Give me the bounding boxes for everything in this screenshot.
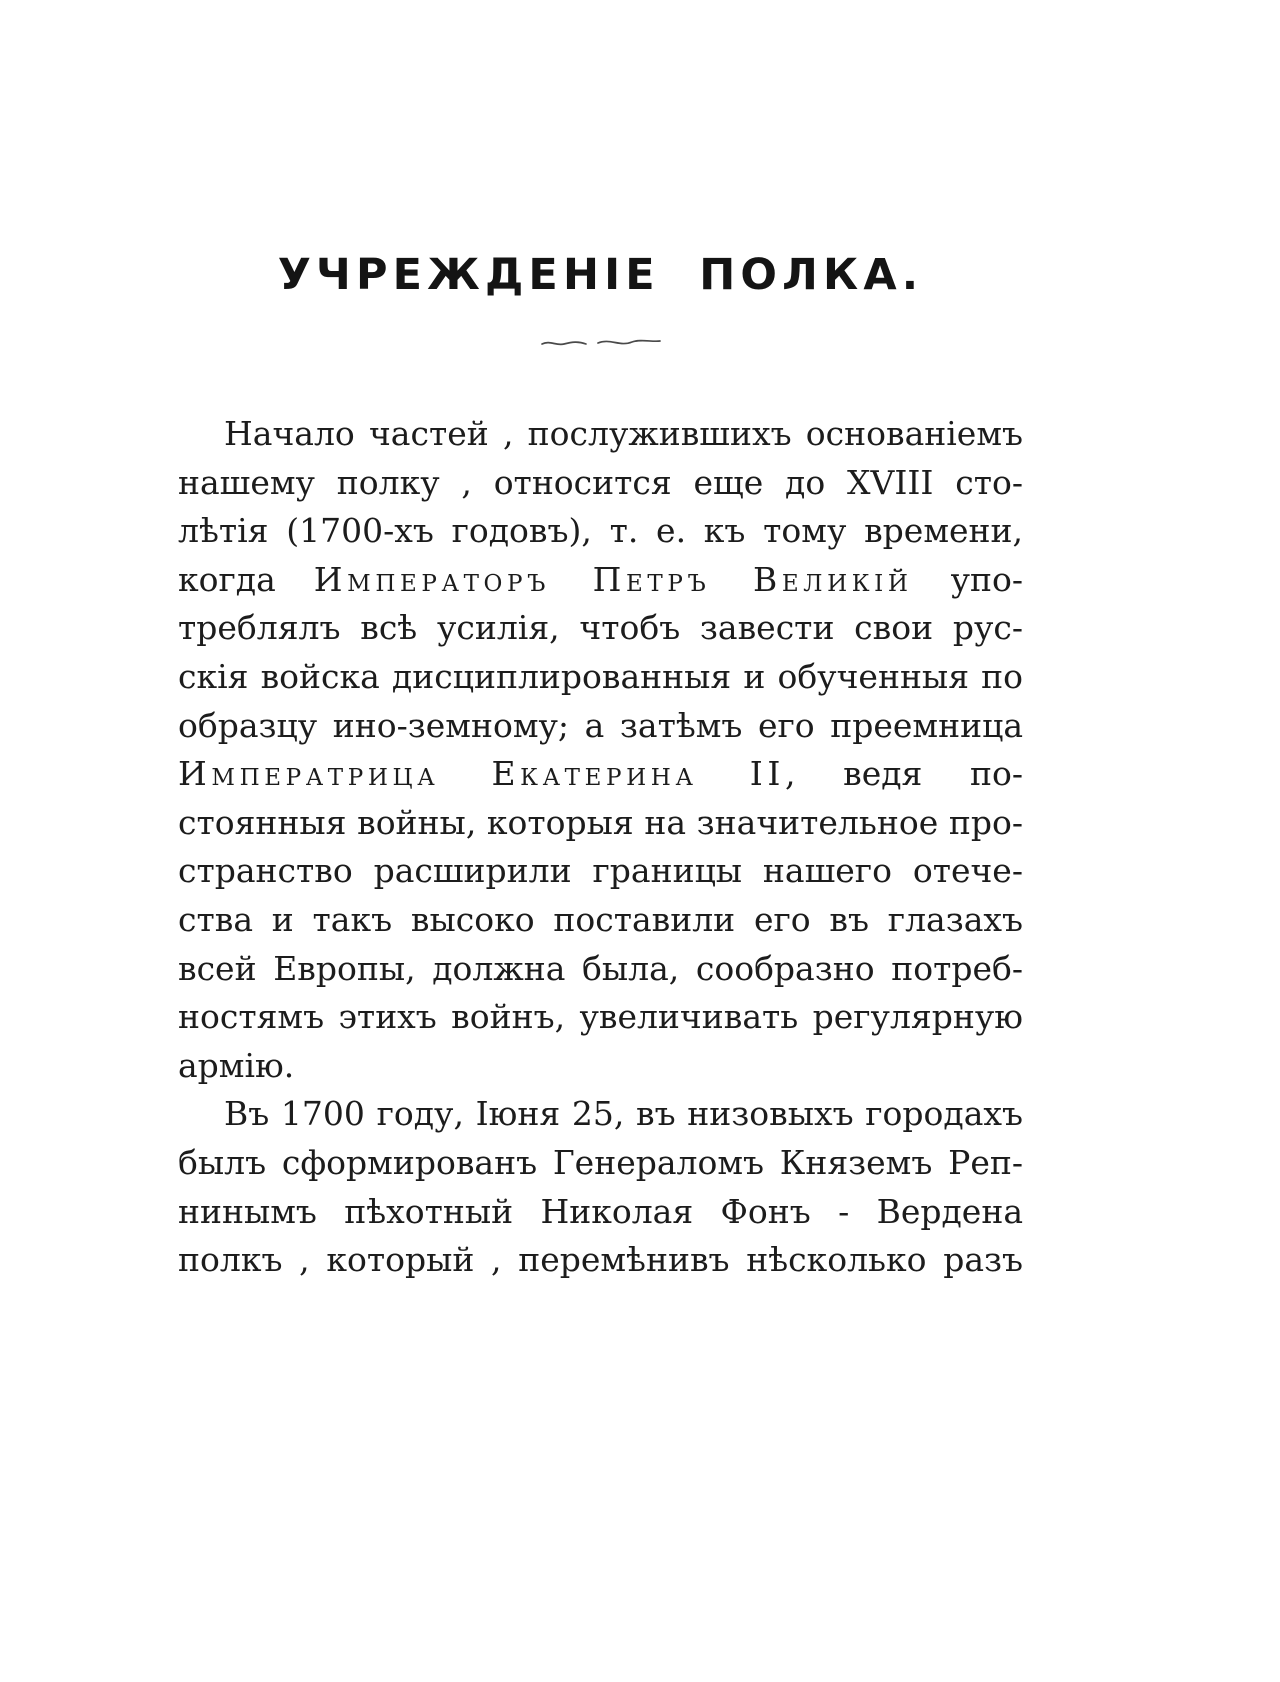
text-segment: всей Европы, должна была, сообразно потреб- xyxy=(178,948,1023,988)
text-segment: упо- xyxy=(912,559,1024,599)
text-segment: образцу ино-земному; а затѣмъ его преемница xyxy=(178,705,1023,745)
text-line xyxy=(178,507,1023,556)
text-line xyxy=(178,556,1023,605)
text-segment: стоянныя войны, которыя на значительное про- xyxy=(178,802,1023,842)
text-segment: полкъ , который , перемѣнивъ нѣсколько разъ xyxy=(178,1240,1023,1280)
text-segment: лѣтія (1700-хъ годовъ), т. е. къ тому времени, xyxy=(178,511,1023,551)
text-segment: ностямъ этихъ войнъ, увеличивать регулярную xyxy=(178,997,1023,1037)
text-line xyxy=(178,1090,1023,1139)
text-segment: Въ 1700 году, Іюня 25, въ низовыхъ городахъ xyxy=(224,1094,1023,1134)
text-segment: странство расширили границы нашего отече- xyxy=(178,851,1023,891)
text-segment: ства и такъ высоко поставили его въ глазахъ xyxy=(178,899,1023,939)
text-segment: , ведя по- xyxy=(785,754,1023,794)
text-segment: армію. xyxy=(178,1045,295,1085)
text-line xyxy=(178,653,1023,702)
page-content xyxy=(178,0,1023,1285)
text-segment: нинымъ пѣхотный Николая Фонъ - Вердена xyxy=(178,1191,1023,1231)
text-line xyxy=(178,702,1023,751)
text-line xyxy=(178,750,1023,799)
text-segment: Начало частей , послужившихъ основаніемъ xyxy=(224,414,1023,453)
text-line xyxy=(178,847,1023,896)
text-line xyxy=(178,993,1023,1042)
text-line xyxy=(178,945,1023,994)
text-line xyxy=(178,410,1023,459)
text-segment: скія войска дисциплированныя и обученныя по xyxy=(178,656,1023,696)
text-line xyxy=(178,1042,1023,1091)
text-segment: былъ сформированъ Генераломъ Княземъ Реп- xyxy=(178,1142,1023,1182)
divider-flourish-icon xyxy=(536,334,666,352)
text-line xyxy=(178,1139,1023,1188)
text-line xyxy=(178,459,1023,508)
text-line xyxy=(178,1188,1023,1237)
text-line xyxy=(178,1236,1023,1285)
text-line xyxy=(178,799,1023,848)
text-segment: когда xyxy=(178,559,314,599)
page-title: УЧРЕЖДЕНІЕ ПОЛКА. xyxy=(277,250,924,300)
body-text xyxy=(178,410,1023,1285)
text-line xyxy=(178,896,1023,945)
text-segment: нашему полку , относится еще до XVIII сто- xyxy=(178,462,1023,502)
text-segment: треблялъ всѣ усилія, чтобъ завести свои рус- xyxy=(178,608,1023,648)
spaced-smallcaps-segment: Императрица Екатерина II xyxy=(178,754,786,794)
text-line xyxy=(178,604,1023,653)
spaced-smallcaps-segment: Императоръ Петръ Великій xyxy=(313,559,913,599)
